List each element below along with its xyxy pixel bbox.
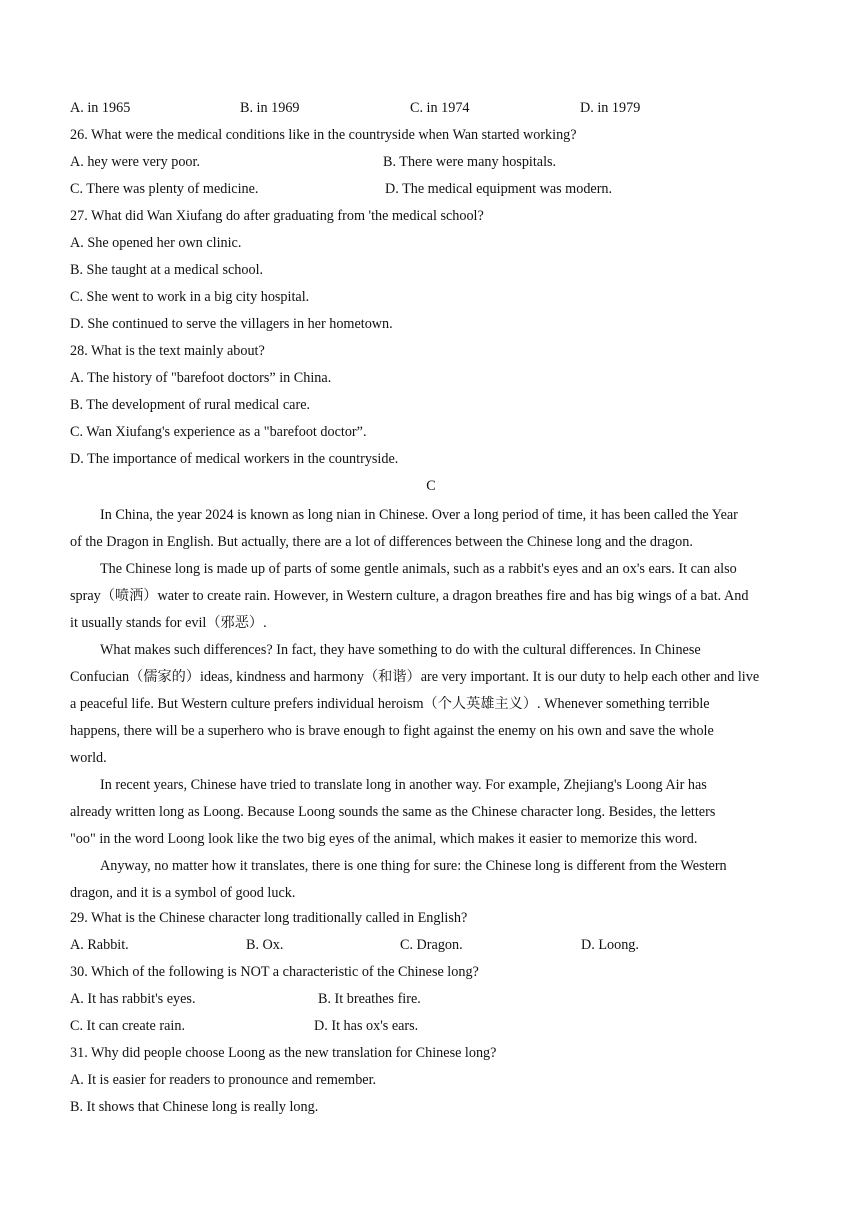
passage-paragraph-2 — [70, 556, 792, 637]
passage-line: "oo" in the word Loong look like the two big eyes of the animal, which makes it easier to memorize this word. — [70, 831, 698, 847]
passage-line: it usually stands for evil（邪恶）. — [70, 615, 267, 631]
q27-option-c: C. She went to work in a big city hospital. — [70, 289, 310, 305]
q28-option-c: C. Wan Xiufang's experience as a "barefoot doctor”. — [70, 424, 367, 440]
passage-line: Confucian（儒家的）ideas, kindness and harmony（和谐）are very important. It is our duty to help each other and live — [70, 669, 760, 685]
q26-option-c: C. There was plenty of medicine. — [70, 181, 259, 197]
q29-option-c: C. Dragon. — [400, 937, 463, 953]
passage-line: happens, there will be a superhero who is brave enough to fight against the enemy on his own and save the whole — [70, 723, 714, 739]
q29-question: 29. What is the Chinese character long traditionally called in English? — [70, 910, 468, 926]
passage-line: dragon, and it is a symbol of good luck. — [70, 885, 296, 901]
passage-paragraph-1 — [70, 502, 792, 556]
passage-line: Anyway, no matter how it translates, there is one thing for sure: the Chinese long is different from the Western — [100, 858, 727, 874]
q26-option-d: D. The medical equipment was modern. — [385, 181, 613, 197]
q31-question: 31. Why did people choose Loong as the new translation for Chinese long? — [70, 1045, 497, 1061]
passage-paragraph-5 — [70, 853, 792, 907]
q27-question: 27. What did Wan Xiufang do after graduating from 'the medical school? — [70, 208, 484, 224]
q26-options-row2 — [70, 178, 792, 205]
q26-option-a: A. hey were very poor. — [70, 154, 201, 170]
passage-paragraph-4 — [70, 772, 792, 853]
q29-option-b: B. Ox. — [246, 937, 284, 953]
q27-option-d: D. She continued to serve the villagers in her hometown. — [70, 316, 393, 332]
q30-options-row1 — [70, 988, 792, 1015]
q28-question: 28. What is the text mainly about? — [70, 343, 265, 359]
q30-option-c: C. It can create rain. — [70, 1018, 186, 1034]
passage-line: a peaceful life. But Western culture prefers individual heroism（个人英雄主义）. Whenever something terrible — [70, 696, 710, 712]
q30-option-b: B. It breathes fire. — [318, 991, 421, 1007]
passage-paragraph-3 — [70, 637, 792, 772]
passage-line: already written long as Loong. Because Loong sounds the same as the Chinese character long. Besides, the letters — [70, 804, 716, 820]
passage-line: spray（喷洒）water to create rain. However, in Western culture, a dragon breathes fire and has big wings of a bat. And — [70, 588, 749, 604]
q29-options — [70, 934, 792, 961]
q30-question: 30. Which of the following is NOT a characteristic of the Chinese long? — [70, 964, 479, 980]
q25-option-d: D. in 1979 — [580, 100, 641, 116]
q30-option-a: A. It has rabbit's eyes. — [70, 991, 196, 1007]
q25-option-c: C. in 1974 — [410, 100, 470, 116]
passage-line: world. — [70, 750, 107, 766]
q26-option-b: B. There were many hospitals. — [383, 154, 557, 170]
q25-option-a: A. in 1965 — [70, 100, 131, 116]
section-label: C — [426, 478, 436, 494]
passage-line: The Chinese long is made up of parts of some gentle animals, such as a rabbit's eyes and an ox's ears. It can also — [100, 561, 737, 577]
q31-option-a: A. It is easier for readers to pronounce and remember. — [70, 1072, 377, 1088]
passage-line: In recent years, Chinese have tried to translate long in another way. For example, Zhejiang's Loong Air has — [100, 777, 707, 793]
q27-option-a: A. She opened her own clinic. — [70, 235, 242, 251]
q27-option-b: B. She taught at a medical school. — [70, 262, 264, 278]
q25-options — [70, 97, 792, 124]
q30-options-row2 — [70, 1015, 792, 1042]
passage-line: of the Dragon in English. But actually, there are a lot of differences between the Chinese long and the dragon. — [70, 534, 693, 550]
q28-option-a: A. The history of "barefoot doctors” in China. — [70, 370, 332, 386]
passage-line: In China, the year 2024 is known as long nian in Chinese. Over a long period of time, it has been called the Year — [100, 507, 738, 523]
q31-option-b: B. It shows that Chinese long is really long. — [70, 1099, 319, 1115]
exam-page — [70, 97, 792, 1123]
q29-option-a: A. Rabbit. — [70, 937, 129, 953]
passage-line: What makes such differences? In fact, they have something to do with the cultural differences. In Chinese — [100, 642, 701, 658]
q28-option-d: D. The importance of medical workers in the countryside. — [70, 451, 399, 467]
q29-option-d: D. Loong. — [581, 937, 639, 953]
q26-options-row1 — [70, 151, 792, 178]
q30-option-d: D. It has ox's ears. — [314, 1018, 419, 1034]
q26-question: 26. What were the medical conditions like in the countryside when Wan started working? — [70, 127, 577, 143]
q28-option-b: B. The development of rural medical care. — [70, 397, 311, 413]
reading-passage — [70, 502, 792, 907]
q25-option-b: B. in 1969 — [240, 100, 300, 116]
